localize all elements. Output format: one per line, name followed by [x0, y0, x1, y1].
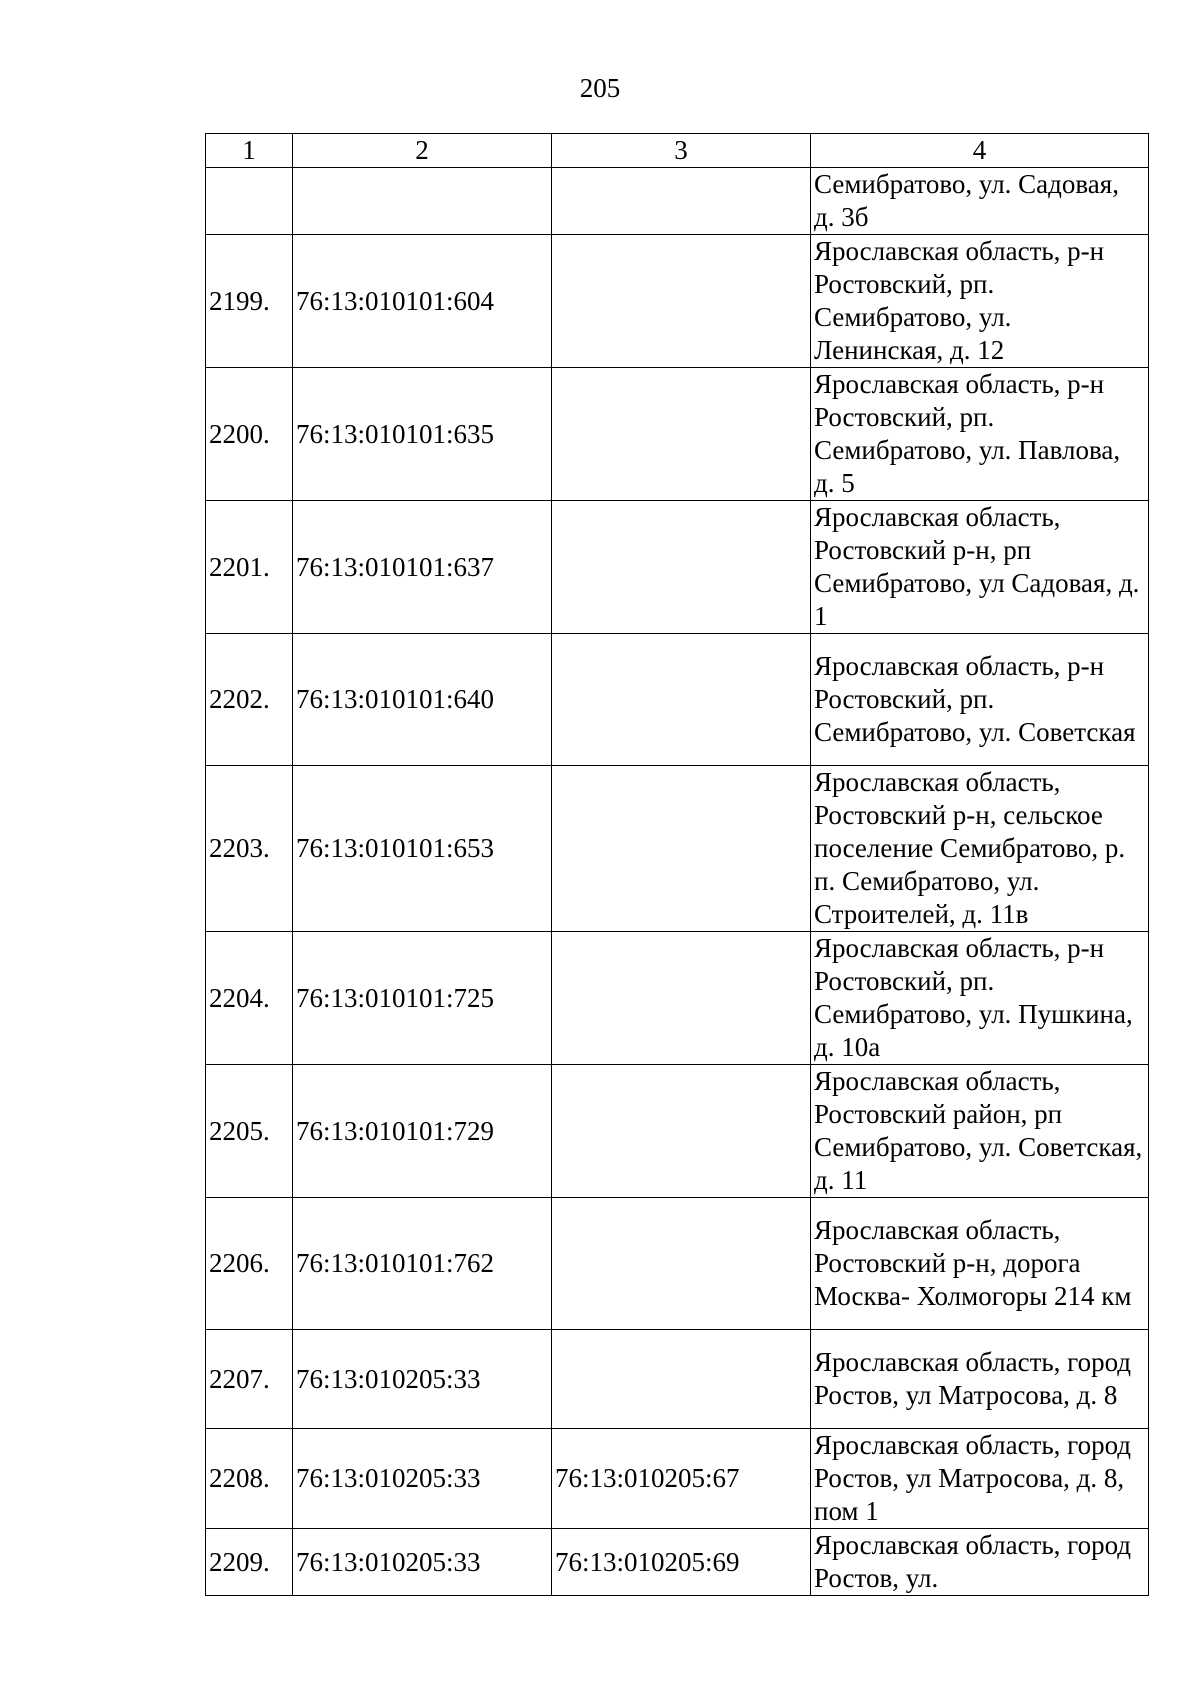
row-number: 2203. — [206, 766, 293, 932]
table-row — [206, 634, 1149, 766]
cadastral-number: 76:13:010205:33 — [293, 1529, 552, 1596]
related-cadastral-number — [552, 235, 811, 368]
cadastral-number — [293, 168, 552, 235]
related-cadastral-number — [552, 501, 811, 634]
column-header-1: 1 — [206, 134, 293, 168]
table-row — [206, 932, 1149, 1065]
column-header-3: 3 — [552, 134, 811, 168]
table-row — [206, 1065, 1149, 1198]
row-number: 2201. — [206, 501, 293, 634]
cadastral-number: 76:13:010101:762 — [293, 1198, 552, 1330]
related-cadastral-number — [552, 766, 811, 932]
table-row — [206, 1429, 1149, 1529]
related-cadastral-number — [552, 168, 811, 235]
address: Ярославская область, город Ростов, ул Матросова, д. 8 — [811, 1330, 1149, 1429]
address: Ярославская область, Ростовский район, рп Семибратово, ул. Советская, д. 11 — [811, 1065, 1149, 1198]
cadastral-number: 76:13:010101:725 — [293, 932, 552, 1065]
column-header-4: 4 — [811, 134, 1149, 168]
table-row — [206, 1330, 1149, 1429]
cadastral-number: 76:13:010205:33 — [293, 1429, 552, 1529]
row-number: 2204. — [206, 932, 293, 1065]
table-row — [206, 766, 1149, 932]
register-table — [205, 133, 1149, 1596]
related-cadastral-number: 76:13:010205:69 — [552, 1529, 811, 1596]
row-number: 2207. — [206, 1330, 293, 1429]
table-row — [206, 368, 1149, 501]
related-cadastral-number — [552, 634, 811, 766]
row-number: 2200. — [206, 368, 293, 501]
row-number: 2205. — [206, 1065, 293, 1198]
cadastral-number: 76:13:010101:640 — [293, 634, 552, 766]
table-row — [206, 1198, 1149, 1330]
address: Ярославская область, город Ростов, ул. — [811, 1529, 1149, 1596]
page-number: 205 — [579, 73, 621, 103]
related-cadastral-number — [552, 1065, 811, 1198]
address: Ярославская область, р-н Ростовский, рп. Семибратово, ул. Павлова, д. 5 — [811, 368, 1149, 501]
table-row — [206, 501, 1149, 634]
table-header-row — [206, 134, 1149, 168]
address: Ярославская область, р-н Ростовский, рп. Семибратово, ул. Пушкина, д. 10а — [811, 932, 1149, 1065]
row-number: 2208. — [206, 1429, 293, 1529]
address: Ярославская область, Ростовский р-н, сельское поселение Семибратово, р. п. Семибратово, ул. Строителей, д. 11в — [811, 766, 1149, 932]
address: Ярославская область, Ростовский р-н, дорога Москва- Холмогоры 214 км — [811, 1198, 1149, 1330]
related-cadastral-number — [552, 1330, 811, 1429]
cadastral-number: 76:13:010101:635 — [293, 368, 552, 501]
row-number: 2209. — [206, 1529, 293, 1596]
related-cadastral-number — [552, 368, 811, 501]
row-number — [206, 168, 293, 235]
column-header-2: 2 — [293, 134, 552, 168]
related-cadastral-number — [552, 932, 811, 1065]
table-row — [206, 168, 1149, 235]
address: Ярославская область, город Ростов, ул Матросова, д. 8, пом 1 — [811, 1429, 1149, 1529]
row-number: 2199. — [206, 235, 293, 368]
related-cadastral-number — [552, 1198, 811, 1330]
table-row — [206, 235, 1149, 368]
row-number: 2206. — [206, 1198, 293, 1330]
cadastral-number: 76:13:010101:653 — [293, 766, 552, 932]
cadastral-number: 76:13:010101:604 — [293, 235, 552, 368]
address: Ярославская область, р-н Ростовский, рп. Семибратово, ул. Ленинская, д. 12 — [811, 235, 1149, 368]
related-cadastral-number: 76:13:010205:67 — [552, 1429, 811, 1529]
address: Ярославская область, р-н Ростовский, рп. Семибратово, ул. Советская — [811, 634, 1149, 766]
cadastral-number: 76:13:010101:637 — [293, 501, 552, 634]
table-row — [206, 1529, 1149, 1596]
address: Ярославская область, Ростовский р-н, рп Семибратово, ул Садовая, д. 1 — [811, 501, 1149, 634]
address: Семибратово, ул. Садовая, д. 3б — [811, 168, 1149, 235]
cadastral-number: 76:13:010205:33 — [293, 1330, 552, 1429]
row-number: 2202. — [206, 634, 293, 766]
cadastral-number: 76:13:010101:729 — [293, 1065, 552, 1198]
